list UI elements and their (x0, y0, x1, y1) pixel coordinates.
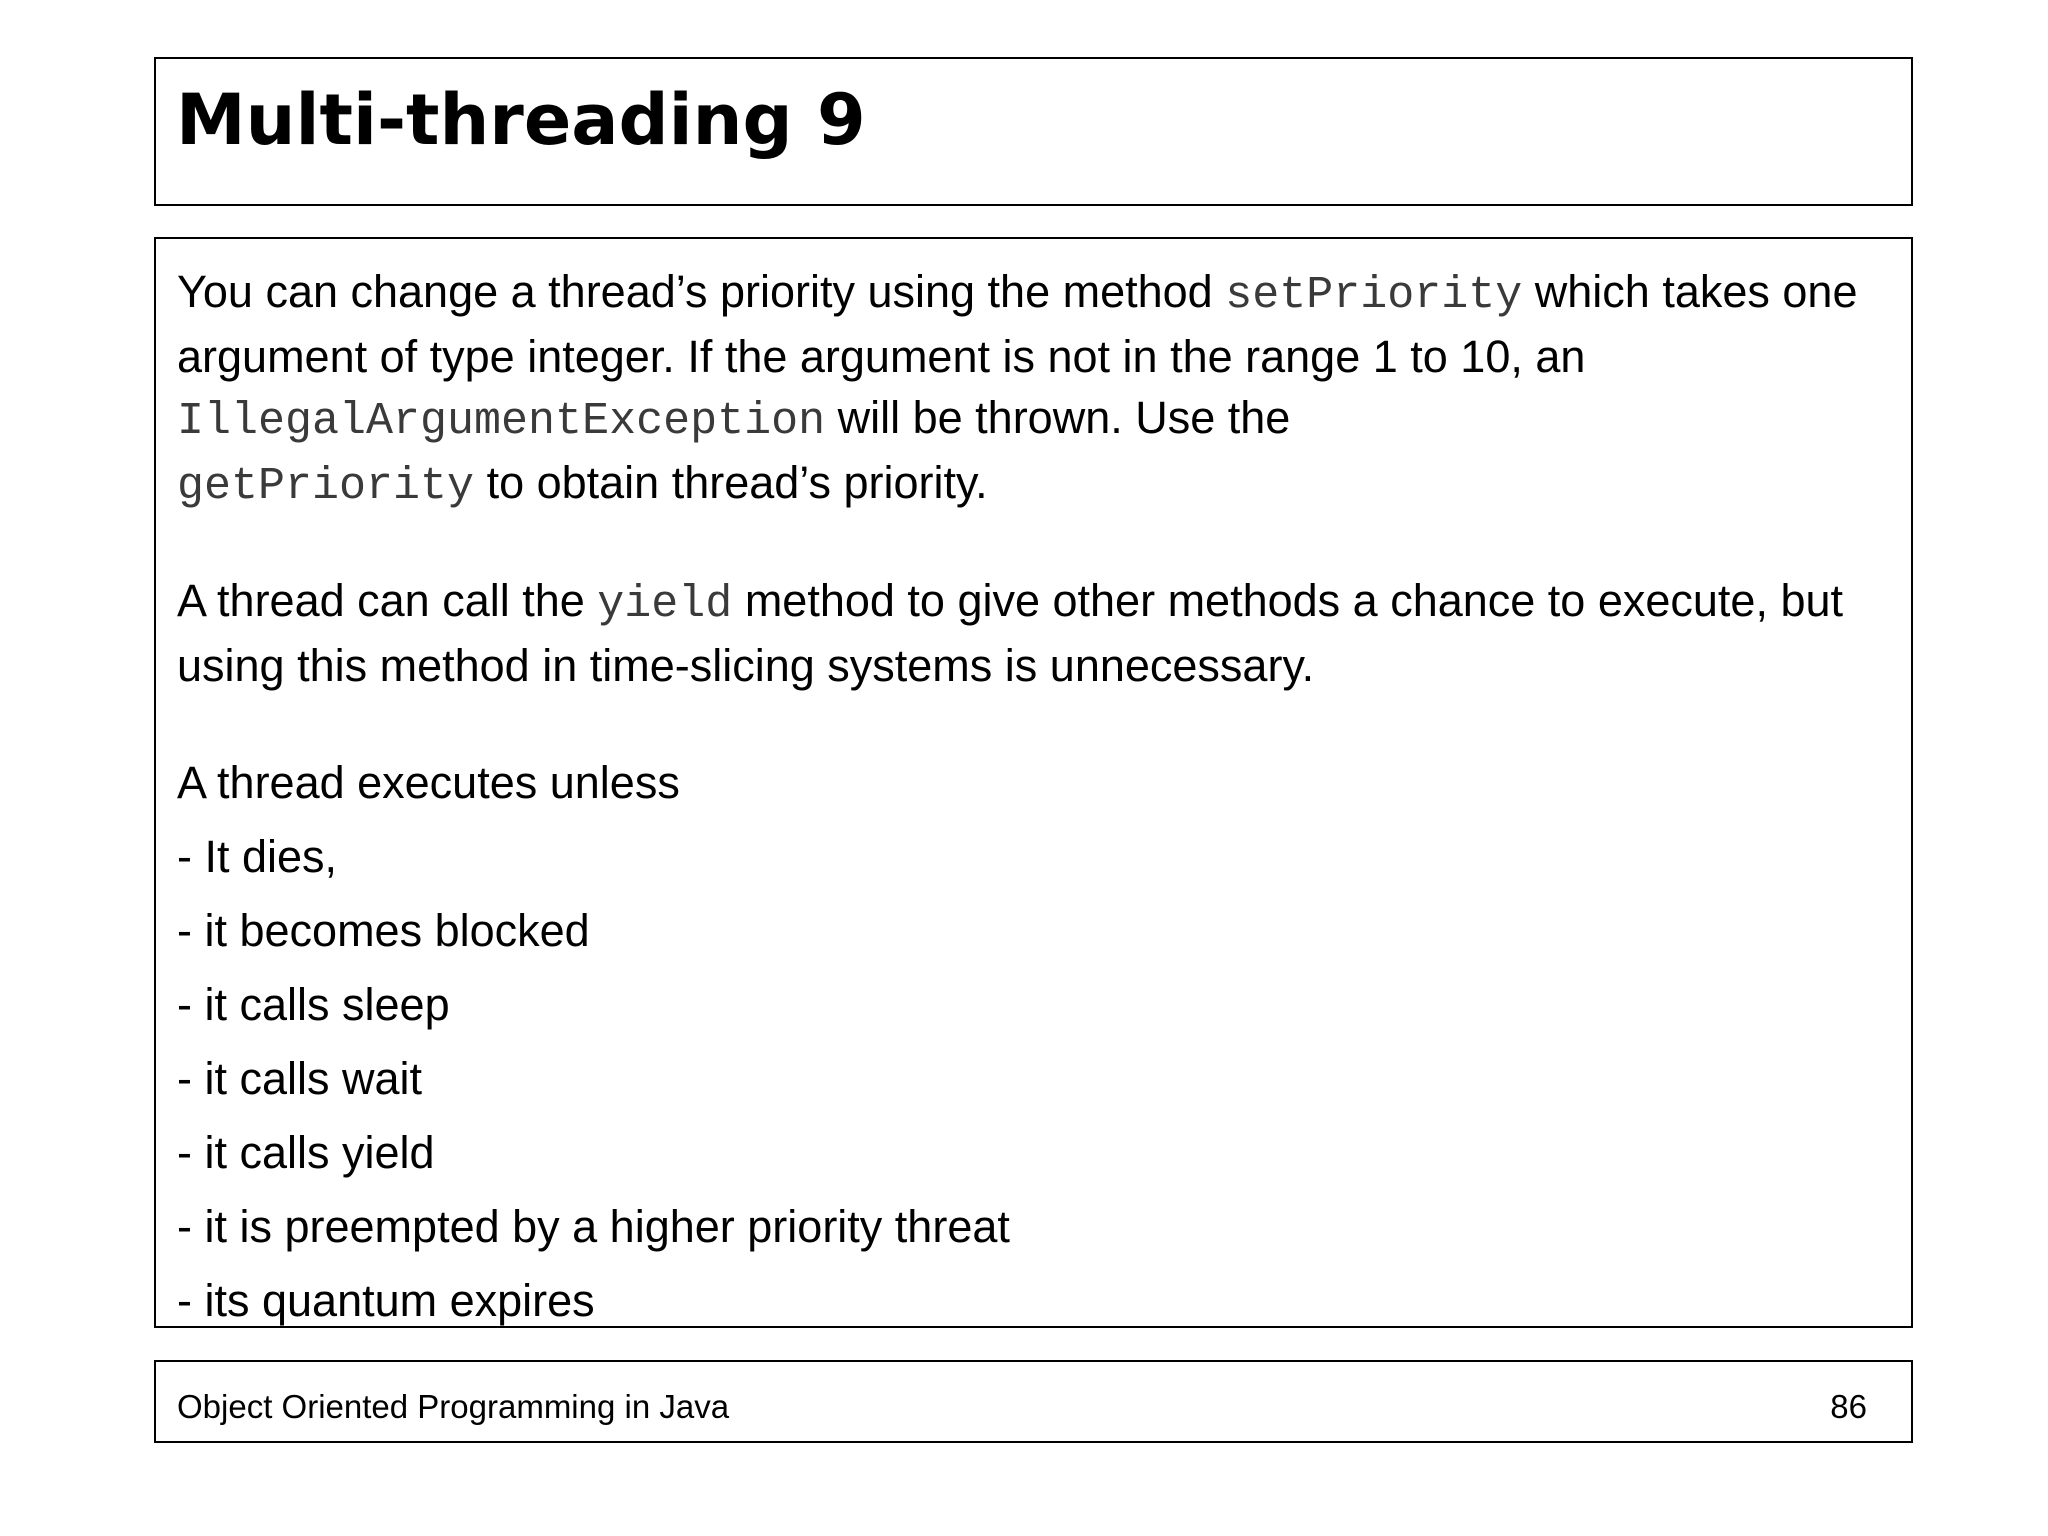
yield-paragraph (177, 570, 1897, 696)
footer-box (154, 1360, 1913, 1443)
list-item: - it is preempted by a higher priority threat (177, 1201, 1010, 1252)
yield-text-1: A thread can call the (177, 575, 598, 626)
content-box (154, 237, 1913, 1328)
code-yield: yield (597, 579, 733, 630)
priority-text-3: will be thrown. Use the (825, 392, 1291, 443)
code-setpriority: setPriority (1225, 270, 1523, 321)
slide-body (177, 261, 1897, 1338)
list-item: - it calls sleep (177, 979, 450, 1030)
list-item: - It dies, (177, 831, 338, 882)
code-illegalargumentexception: IllegalArgumentException (177, 396, 826, 447)
list-item: - it calls yield (177, 1127, 435, 1178)
list-heading: A thread executes unless (177, 757, 680, 808)
priority-paragraph (177, 261, 1897, 517)
list-item: - it calls wait (177, 1053, 423, 1104)
title-box (154, 57, 1913, 206)
list-item: - it becomes blocked (177, 905, 590, 956)
priority-text-1: You can change a thread’s priority using the method (177, 266, 1226, 317)
yield-text-2: method to give other methods a chance to execute, but using this method in time-slicing systems is unnecessary. (177, 575, 1844, 691)
page-number: 86 (1830, 1388, 1867, 1425)
priority-text-4: to obtain thread’s priority. (474, 457, 988, 508)
footer-course-title: Object Oriented Programming in Java (177, 1388, 730, 1425)
priority-text-2: which takes one argument of type integer. If the argument is not in the range 1 to 10, an (177, 266, 1858, 382)
slide-title: Multi-threading 9 (176, 79, 866, 161)
list-item: - its quantum expires (177, 1275, 595, 1326)
code-getpriority: getPriority (177, 461, 475, 512)
